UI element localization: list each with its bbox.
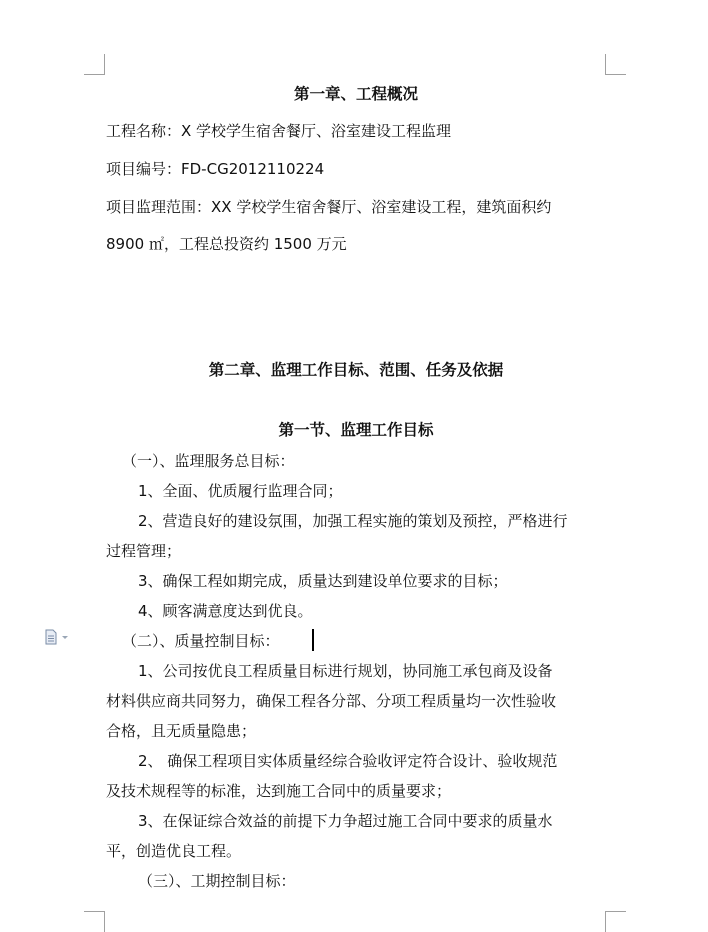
chapter1-title: 第一章、工程概况 [293, 85, 418, 103]
part1-item4: 4、顾客满意度达到优良。 [138, 602, 313, 620]
margin-corner-top-right [605, 54, 626, 75]
margin-corner-top-left [84, 54, 105, 75]
document-options-icon[interactable] [44, 629, 70, 645]
part2-item1-line3: 合格，且无质量隐患； [106, 722, 257, 740]
chapter2-title: 第二章、监理工作目标、范围、任务及依据 [208, 361, 504, 379]
part2-item2-line1: 2、 确保工程项目实体质量经综合验收评定符合设计、验收规范 [138, 752, 558, 770]
scope-line-2: 8900 ㎡，工程总投资约 1500 万元 [106, 235, 347, 253]
project-number: 项目编号：FD-CG2012110224 [106, 160, 325, 178]
margin-corner-bottom-right [605, 911, 626, 932]
part1-item1: 1、全面、优质履行监理合同； [138, 482, 343, 500]
margin-corner-bottom-left [84, 911, 105, 932]
text-cursor [312, 629, 314, 651]
part1-heading: （一）、监理服务总目标： [122, 452, 295, 470]
part2-item2-line2: 及技术规程等的标准，达到施工合同中的质量要求； [106, 782, 452, 800]
scope-line-1: 项目监理范围：XX 学校学生宿舍餐厅、浴室建设工程，建筑面积约 [106, 198, 552, 216]
part1-item2-line1: 2、营造良好的建设氛围，加强工程实施的策划及预控，严格进行 [138, 512, 568, 530]
part1-item2-line2: 过程管理； [106, 542, 182, 560]
part1-item3: 3、确保工程如期完成，质量达到建设单位要求的目标； [138, 572, 508, 590]
section1-title: 第一节、监理工作目标 [278, 421, 434, 439]
part2-item3-line1: 3、在保证综合效益的前提下力争超过施工合同中要求的质量水 [138, 812, 553, 830]
part2-heading: （二）、质量控制目标： [122, 632, 280, 650]
part2-item1-line2: 材料供应商共同努力，确保工程各分部、分项工程质量均一次性验收 [106, 692, 557, 710]
project-name: 工程名称：X 学校学生宿舍餐厅、浴室建设工程监理 [106, 122, 452, 140]
part2-item3-line2: 平，创造优良工程。 [106, 842, 242, 860]
part3-heading: （三）、工期控制目标： [138, 872, 296, 890]
part2-item1-line1: 1、公司按优良工程质量目标进行规划，协同施工承包商及设备 [138, 662, 553, 680]
